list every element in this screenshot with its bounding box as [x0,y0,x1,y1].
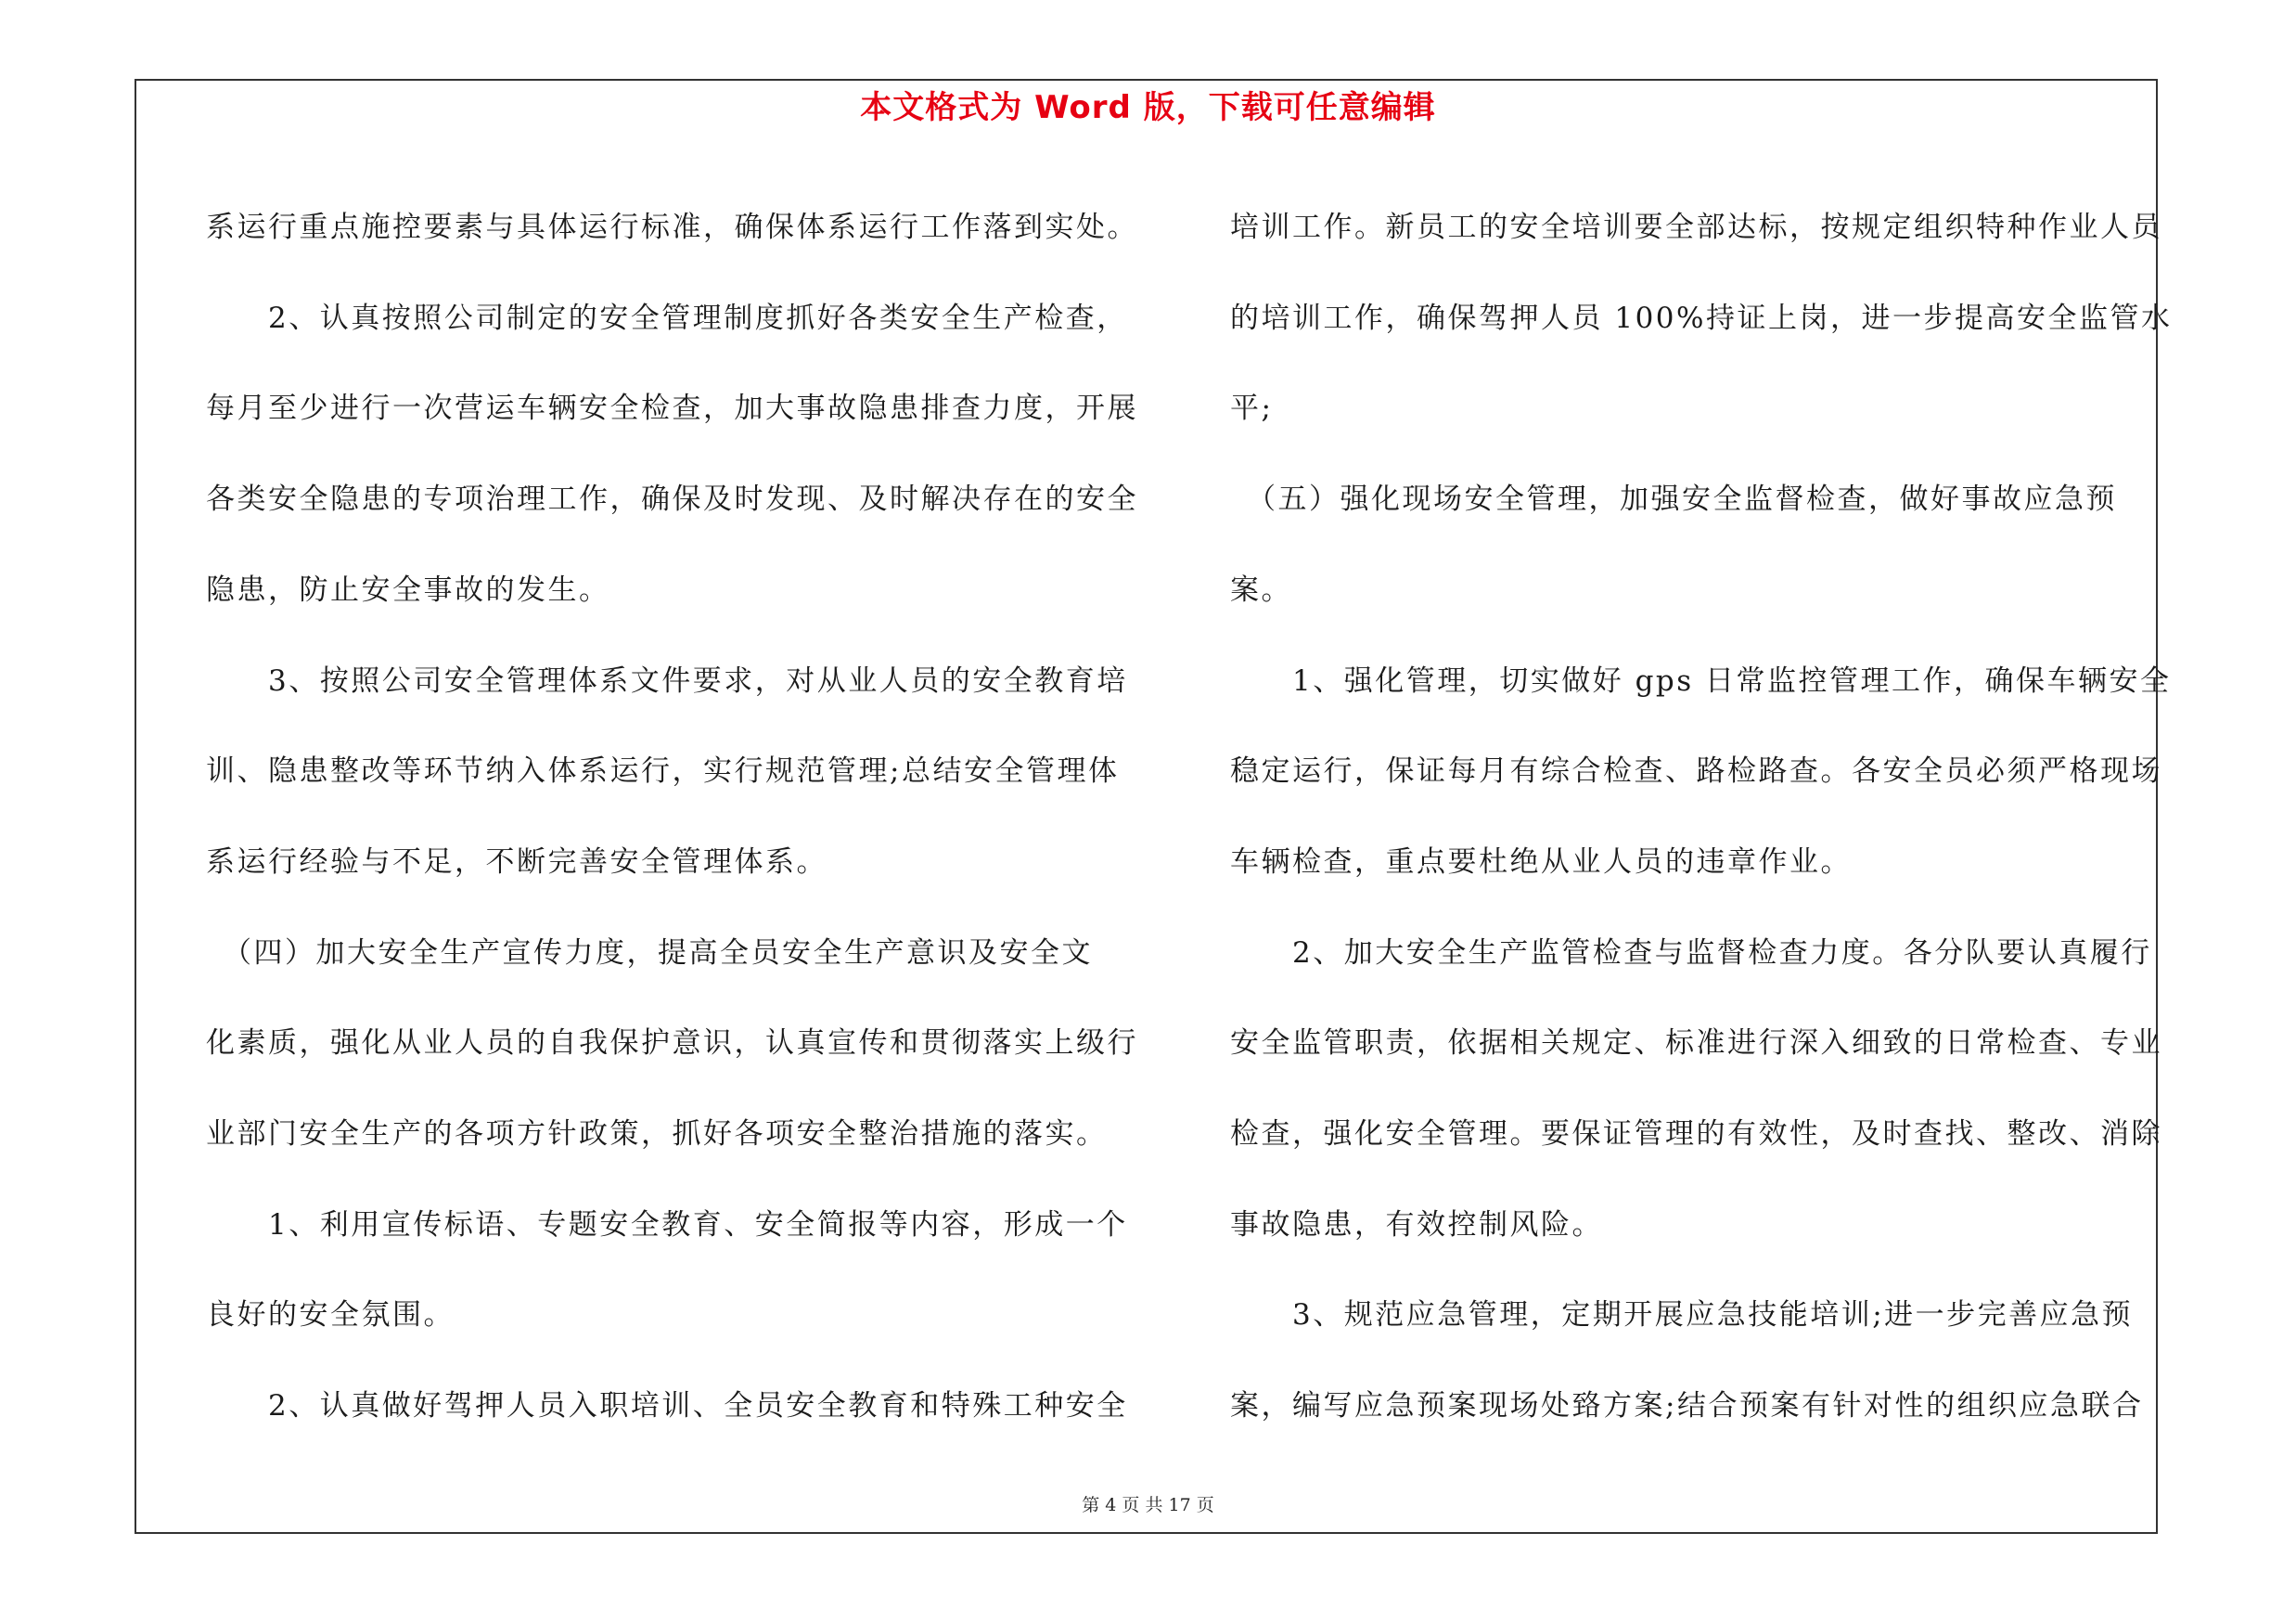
text-line: 平; [1230,392,1274,426]
text-line: 2、认真按照公司制定的安全管理制度抓好各类安全生产检查， [206,301,1128,335]
text-line: 隐患，防止安全事故的发生。 [206,573,610,607]
text-line: 3、按照公司安全管理体系文件要求，对从业人员的安全教育培 [206,663,1128,698]
left-text-column [206,183,1171,1452]
text-line: 2、认真做好驾押人员入职培训、全员安全教育和特殊工种安全 [206,1389,1128,1423]
text-line: 1、强化管理，切实做好 gps 日常监控管理工作，确保车辆安全 [1230,663,2172,698]
text-line: 每月至少进行一次营运车辆安全检查，加大事故隐患排查力度，开展 [206,392,1138,426]
text-line: 化素质，强化从业人员的自我保护意识，认真宣传和贯彻落实上级行 [206,1026,1138,1061]
right-text-column [1230,183,2173,1452]
text-line: 事故隐患，有效控制风险。 [1230,1207,1603,1242]
text-line: 各类安全隐患的专项治理工作，确保及时发现、及时解决存在的安全 [206,483,1138,517]
text-line: 车辆检查，重点要杜绝从业人员的违章作业。 [1230,844,1852,879]
text-line: 案，编写应急预案现场处臵方案;结合预案有针对性的组织应急联合 [1230,1389,2144,1423]
text-line: 良好的安全氛围。 [206,1298,455,1333]
text-line: 训、隐患整改等环节纳入体系运行，实行规范管理;总结安全管理体 [206,754,1120,789]
text-line: 检查，强化安全管理。要保证管理的有效性，及时查找、整改、消除 [1230,1117,2162,1152]
page-number-footer: 第 4 页 共 17 页 [1082,1495,1214,1515]
text-line: 2、加大安全生产监管检查与监督检查力度。各分队要认真履行 [1230,935,2152,970]
format-notice-banner: 本文格式为 Word 版，下载可任意编辑 [860,89,1436,126]
text-line: （五）强化现场安全管理，加强安全监督检查，做好事故应急预 [1230,483,2117,517]
text-line: 业部门安全生产的各项方针政策，抓好各项安全整治措施的落实。 [206,1117,1108,1152]
text-line: 系运行重点施控要素与具体运行标准，确保体系运行工作落到实处。 [206,211,1138,244]
text-line: 系运行经验与不足，不断完善安全管理体系。 [206,844,827,879]
text-line: （四）加大安全生产宣传力度，提高全员安全生产意识及安全文 [206,935,1093,970]
text-line: 安全监管职责，依据相关规定、标准进行深入细致的日常检查、专业 [1230,1026,2162,1061]
text-line: 1、利用宣传标语、专题安全教育、安全简报等内容，形成一个 [206,1207,1128,1242]
text-line: 3、规范应急管理，定期开展应急技能培训;进一步完善应急预 [1230,1298,2134,1333]
text-line: 培训工作。新员工的安全培训要全部达标，按规定组织特种作业人员 [1230,211,2162,244]
text-line: 案。 [1230,573,1292,607]
text-line: 的培训工作，确保驾押人员 100%持证上岗，进一步提高安全监管水 [1230,301,2173,335]
text-line: 稳定运行，保证每月有综合检查、路检路查。各安全员必须严格现场 [1230,754,2162,789]
